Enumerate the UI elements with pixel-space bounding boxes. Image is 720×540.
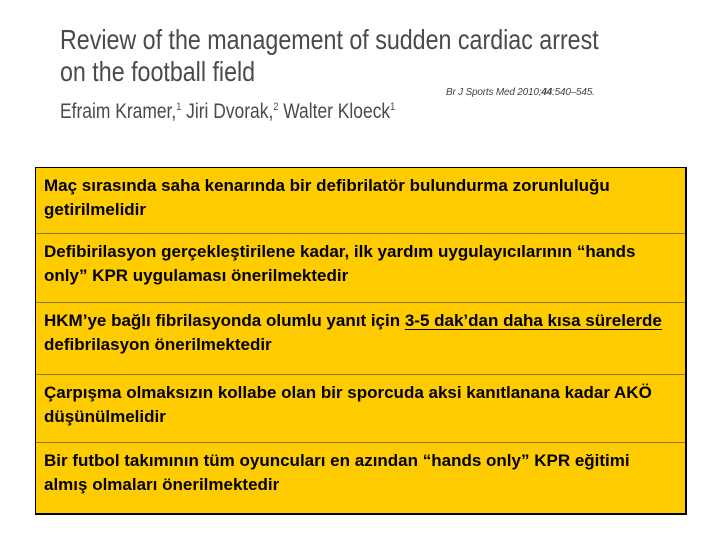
recommendation-box — [36, 375, 685, 443]
author-affiliation: 2 — [273, 101, 279, 113]
author-name: Efraim Kramer, — [60, 100, 177, 123]
journal-volume: 44 — [541, 87, 553, 98]
recommendation-text: Çarpışma olmaksızın kollabe olan bir sporcuda aksi kanıtlanana kadar AKÖ düşünülmelidir — [44, 383, 652, 426]
author-name: Jiri Dvorak, — [181, 100, 274, 123]
recommendation-box — [36, 234, 685, 303]
recommendation-text-underlined: 3-5 dak’dan daha kısa sürelerde — [404, 311, 662, 330]
journal-pages: :540–545. — [552, 87, 595, 98]
recommendation-text: Maç sırasında saha kenarında bir defibrilatör bulundurma zorunluluğu getirilmelidir — [44, 176, 610, 219]
journal-citation — [446, 87, 595, 98]
journal-citation-prefix: Br J Sports Med 2010; — [446, 87, 542, 98]
recommendation-box — [36, 168, 685, 234]
recommendation-text-suffix: defibrilasyon önerilmektedir — [44, 335, 272, 354]
recommendation-text-prefix: HKM’ye bağlı fibrilasyonda olumlu yanıt için — [44, 311, 405, 330]
author-affiliation: 1 — [176, 101, 182, 113]
recommendations-panel — [35, 167, 687, 515]
recommendation-text: Bir futbol takımının tüm oyuncuları en azından “hands only” KPR eğitimi almış olmaları önerilmektedir — [44, 451, 630, 494]
paper-title — [60, 24, 599, 88]
author-name: Walter Kloeck — [278, 100, 391, 123]
recommendation-box — [36, 303, 685, 375]
recommendation-text: Defibirilasyon gerçekleştirilene kadar, ilk yardım uygulayıcılarının “hands only” KPR uygulaması önerilmektedir — [44, 242, 636, 285]
author-affiliation: 1 — [390, 101, 396, 113]
paper-title-line-2: on the football field — [60, 56, 256, 87]
author-list — [60, 100, 395, 124]
paper-title-line-1: Review of the management of sudden cardiac arrest — [60, 24, 599, 55]
recommendation-box — [36, 443, 685, 514]
